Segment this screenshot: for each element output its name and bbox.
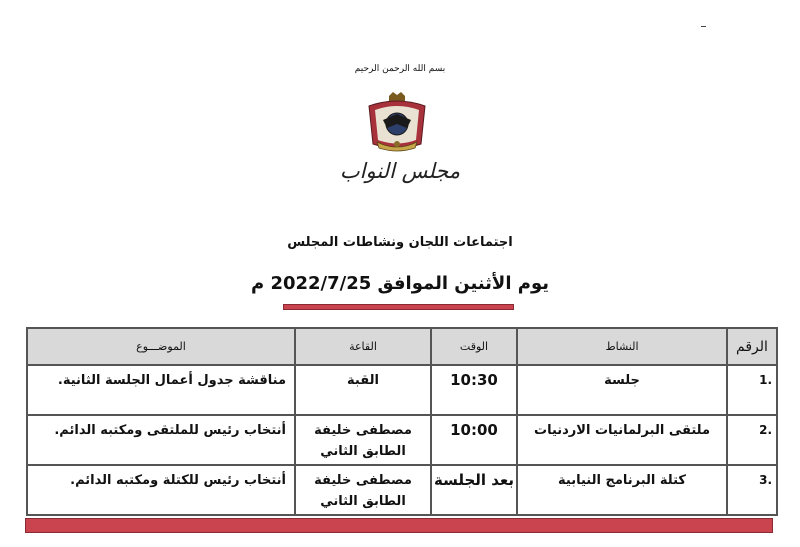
table-row <box>27 465 777 515</box>
row-number: .3 <box>727 465 777 515</box>
row-activity: جلسة <box>517 365 727 415</box>
footer-bar <box>25 518 773 533</box>
header-number: الرقم <box>727 328 777 365</box>
hall-line-1: مصطفى خليفة <box>314 473 412 488</box>
basmala: بسم الله الرحمن الرحيم <box>354 64 446 74</box>
stray-mark <box>701 26 706 27</box>
header-activity: النشاط <box>517 328 727 365</box>
table-header-row <box>27 328 777 365</box>
header-subject: الموضـــوع <box>27 328 295 365</box>
header-hall: القاعة <box>295 328 431 365</box>
document-subtitle: اجتماعات اللجان ونشاطات المجلس <box>287 235 513 250</box>
row-subject: أنتخاب رئيس للملتقى ومكتبه الدائم. <box>27 415 295 465</box>
table-row <box>27 365 777 415</box>
row-time: بعد الجلسة <box>431 465 517 515</box>
hall-line-2: الطابق الثاني <box>320 444 406 459</box>
row-hall <box>295 415 431 465</box>
council-name: مجلس النواب <box>339 159 461 183</box>
schedule-table <box>26 327 778 516</box>
hall-line-1: القبة <box>347 373 379 388</box>
row-time: 10:30 <box>431 365 517 415</box>
row-hall <box>295 365 431 415</box>
row-subject: مناقشة جدول أعمال الجلسة الثانية. <box>27 365 295 415</box>
document-title: يوم الأثنين الموافق 2022/7/25 م <box>250 273 550 294</box>
hall-line-1: مصطفى خليفة <box>314 423 412 438</box>
jordan-coat-of-arms-icon <box>363 92 431 154</box>
row-hall <box>295 465 431 515</box>
hall-line-2: الطابق الثاني <box>320 494 406 509</box>
row-activity: كتلة البرنامج النيابية <box>517 465 727 515</box>
table-row <box>27 415 777 465</box>
row-number: .2 <box>727 415 777 465</box>
row-subject: أنتخاب رئيس للكتلة ومكتبه الدائم. <box>27 465 295 515</box>
row-activity: ملتقى البرلمانيات الاردنيات <box>517 415 727 465</box>
row-number: .1 <box>727 365 777 415</box>
row-time: 10:00 <box>431 415 517 465</box>
title-underline <box>283 304 514 310</box>
header-time: الوقت <box>431 328 517 365</box>
